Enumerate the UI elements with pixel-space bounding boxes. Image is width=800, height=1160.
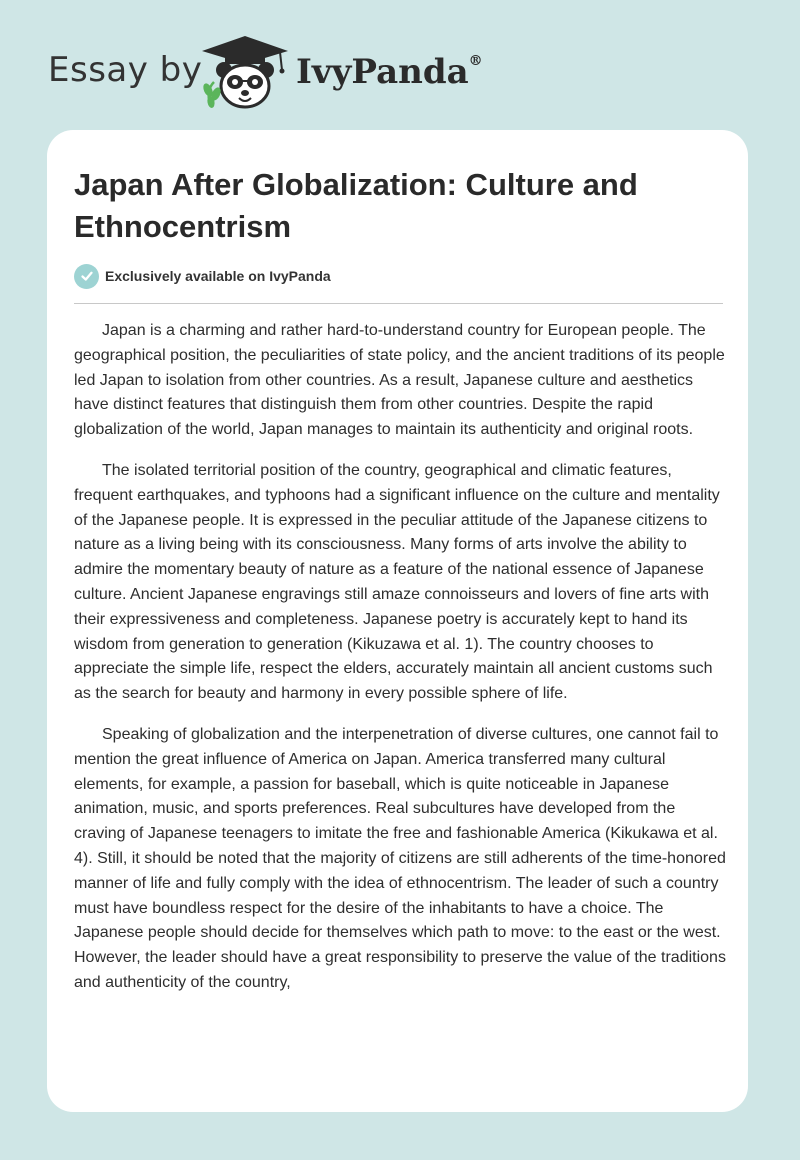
paragraph: Speaking of globalization and the interpenetration of diverse cultures, one cannot fail to mention the great influence of America on Japan. America transferred many cultural elements, for example, a passion for baseball, which is quite noticeable in Japanese animation, music, and sports preferences. Real subcultures have developed from the craving of Japanese teenagers to imitate the free and fashionable America (Kikukawa et al. 4). Still, it should be noted that the majority of citizens are still adherents of the time-honored manner of life and fully comply with the idea of ethnocentrism. The leader of such a country must have boundless respect for the desire of the inhabitants to have a choice. The Japanese people should decide for themselves which path to move: to the east or the west. However, the leader should have a great responsibility to preserve the value of the traditions and authenticity of the country, xyxy=(74,725,726,991)
page-title: Japan After Globalization: Culture and Ethnocentrism xyxy=(74,167,638,244)
divider xyxy=(74,303,723,304)
brand-name[interactable]: IvyPanda® xyxy=(296,52,483,92)
check-circle-icon xyxy=(74,264,99,289)
essay-by-label: Essay by xyxy=(48,50,203,90)
paragraph: The isolated territorial position of the country, geographical and climatic features, frequent earthquakes, and typhoons had a significant influence on the culture and mentality of the Japanese people. It is expressed in the peculiar attitude of the Japanese citizens to nature as a living being with its consciousness. Many forms of arts involve the ability to admire the momentary beauty of nature as a feature of the national essence of Japanese culture. Ancient Japanese engravings still amaze connoisseurs and lovers of fine arts with their expressiveness and completeness. Japanese poetry is accurately kept to hand its wisdom from generation to generation (Kikuzawa et al. 1). The country chooses to appreciate the simple life, respect the elders, accurately maintain all ancient customs such as the search for beauty and harmony in every possible sphere of life. xyxy=(74,461,720,703)
trademark-symbol: ® xyxy=(468,52,483,69)
exclusive-label: Exclusively available on IvyPanda xyxy=(105,268,331,284)
essay-body xyxy=(74,319,726,1012)
paragraph: Japan is a charming and rather hard-to-understand country for European people. The geographical position, the peculiarities of state policy, and the ancient traditions of its people led Japan to isolation from other countries. As a result, Japanese culture and aesthetics have distinct features that distinguish them from other countries. Despite the rapid globalization of the world, Japan manages to maintain its authenticity and original roots. xyxy=(74,322,725,439)
essay-card xyxy=(47,130,748,1112)
exclusive-badge xyxy=(74,263,331,289)
site-header xyxy=(0,0,800,130)
panda-graduate-icon[interactable] xyxy=(200,34,290,110)
